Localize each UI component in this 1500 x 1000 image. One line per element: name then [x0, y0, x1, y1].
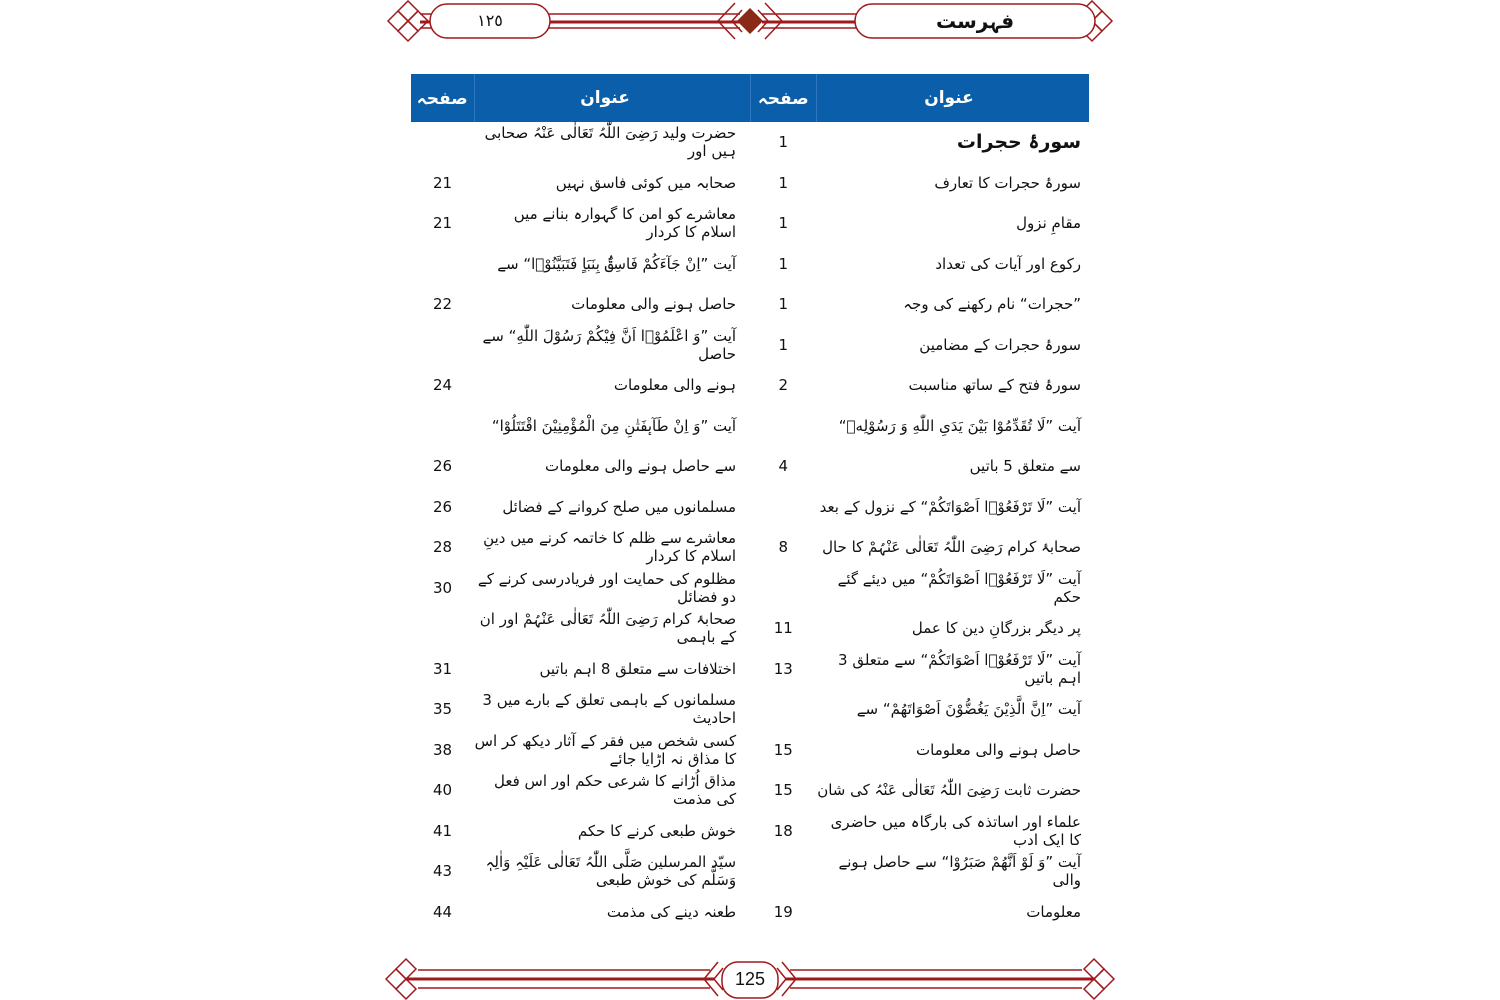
toc-row: [411, 406, 1089, 447]
toc-entry-title-right: علماء اور اساتذہ کی بارگاہ میں حاضری کا ایک ادب: [830, 812, 1081, 849]
toc-entry-page-left: 41: [432, 821, 453, 840]
toc-entry-title-right: مقامِ نزول: [1016, 214, 1081, 233]
toc-entry-title-right: معلومات: [1026, 902, 1081, 921]
toc-entry-title-left: صحابہ میں کوئی فاسق نہیں: [555, 173, 737, 192]
toc-entry-title-right: ”حجرات“ نام رکھنے کی وجہ: [903, 295, 1081, 314]
toc-entry-page-left: 31: [432, 659, 453, 678]
toc-entry-page-right: 11: [773, 619, 793, 638]
toc-entry-page-left: 26: [432, 457, 453, 476]
header-page-right: صفحہ: [750, 74, 816, 122]
toc-entry-page-left: 26: [432, 497, 453, 516]
toc-entry-page-right: [750, 487, 816, 528]
toc-entry-title-right: آیت ”لَا تَرْفَعُوْۤا اَصْوَاتَكُمْ“ کے نزول کے بعد: [819, 497, 1081, 516]
toc-entry-title-right: سورۂ حجرات کے مضامین: [919, 335, 1081, 354]
toc-body: [411, 122, 1089, 932]
toc-entry-page-left: 21: [432, 214, 453, 233]
toc-entry-page-left: [411, 325, 474, 366]
toc-row: [411, 284, 1089, 325]
toc-row: [411, 365, 1089, 406]
toc-entry-page-right: 1: [778, 335, 789, 354]
toc-entry-page-right: 15: [773, 781, 793, 800]
toc-entry-page-left: 40: [432, 781, 453, 800]
toc-entry-page-right: 1: [778, 173, 789, 192]
toc-row: [411, 244, 1089, 285]
toc-entry-title-right: آیت ”لَا تُقَدِّمُوْا بَیْنَ یَدَیِ اللّٰهِ وَ رَسُوْلِهٖ“: [838, 416, 1081, 435]
toc-row: [411, 649, 1089, 690]
toc-entry-title-left: حضرت ولید رَضِیَ اللّٰہُ تَعَالٰی عَنْہُ صحابی ہیں اور: [484, 124, 737, 161]
toc-row: [411, 203, 1089, 244]
toc-row: [411, 325, 1089, 366]
toc-entry-title-right: آیت ”اِنَّ الَّذِیْنَ یَغُضُّوْنَ اَصْوَاتَهُمْ“ سے: [856, 700, 1081, 719]
toc-table: [411, 74, 1089, 932]
toc-row: [411, 122, 1089, 163]
toc-row: [411, 689, 1089, 730]
toc-entry-page-left: 21: [432, 173, 453, 192]
toc-entry-page-right: 18: [773, 821, 793, 840]
header-title: فہرست: [935, 9, 1015, 33]
header-page-number: ١٢٥: [477, 11, 503, 30]
toc-entry-page-right: 1: [778, 295, 789, 314]
toc-entry-title-left: مسلمانوں میں صلح کروانے کے فضائل: [502, 497, 737, 516]
toc-entry-page-right: 19: [773, 902, 793, 921]
toc-entry-page-left: 43: [432, 862, 453, 881]
toc-entry-page-right: 2: [778, 376, 789, 395]
toc-entry-title-left: طعنہ دینے کی مذمت: [606, 902, 737, 921]
toc-entry-page-left: 38: [432, 740, 453, 759]
toc-entry-title-left: آیت ”اِنْ جَآءَكُمْ فَاسِقٌۢ بِنَبَاٍ فَتَبَیَّنُوْۤا“ سے: [497, 254, 737, 273]
toc-entry-page-left: 30: [432, 578, 453, 597]
toc-entry-page-left: 35: [432, 700, 453, 719]
toc-entry-page-left: [411, 608, 474, 649]
toc-entry-page-right: 1: [778, 133, 789, 152]
toc-entry-title-left: ہونے والی معلومات: [613, 376, 737, 395]
toc-entry-title-right: آیت ”وَ لَوْ اَنَّهُمْ صَبَرُوْا“ سے حاصل ہونے والی: [838, 853, 1081, 890]
toc-row: [411, 163, 1089, 204]
toc-row: [411, 527, 1089, 568]
toc-row: [411, 811, 1089, 852]
toc-entry-title-right: سے متعلق 5 باتیں: [969, 457, 1081, 476]
table-header-row: [411, 74, 1089, 122]
toc-entry-title-right: حاصل ہونے والی معلومات: [916, 740, 1081, 759]
header-title-left: عنوان: [474, 74, 750, 122]
toc-row: [411, 487, 1089, 528]
toc-entry-page-right: [750, 406, 816, 447]
toc-entry-page-left: 24: [432, 376, 453, 395]
toc-entry-title-left: آیت ”وَ اعْلَمُوْۤا اَنَّ فِیْكُمْ رَسُوْلَ اللّٰهِ“ سے حاصل: [482, 326, 737, 363]
toc-entry-page-right: [750, 568, 816, 609]
toc-entry-title-left: کسی شخص میں فقر کے آثار دیکھ کر اس کا مذاق نہ اڑایا جائے: [474, 731, 737, 768]
toc-row: [411, 851, 1089, 892]
toc-entry-title-right: صحابۂ کرام رَضِیَ اللّٰہُ تَعَالٰی عَنْہُمْ کا حال: [822, 538, 1081, 557]
toc-entry-page-left: 22: [432, 295, 453, 314]
toc-entry-title-left: صحابۂ کرام رَضِیَ اللّٰہُ تَعَالٰی عَنْہُمْ اور ان کے باہمی: [479, 610, 737, 647]
toc-entry-title-left: مسلمانوں کے باہمی تعلق کے بارے میں 3 احادیث: [482, 691, 737, 728]
toc-entry-title-left: معاشرے سے ظلم کا خاتمہ کرنے میں دینِ اسلام کا کردار: [483, 529, 737, 566]
toc-entry-title-right: سورۂ فتح کے ساتھ مناسبت: [908, 376, 1081, 395]
toc-entry-title-right: پر دیگر بزرگانِ دین کا عمل: [911, 619, 1081, 638]
toc-entry-title-left: مظلوم کی حمایت اور فریادرسی کرنے کے دو فضائل: [477, 569, 737, 606]
toc-entry-page-right: 13: [773, 659, 793, 678]
toc-entry-title-left: اختلافات سے متعلق 8 اہم باتیں: [539, 659, 737, 678]
toc-entry-page-right: [750, 689, 816, 730]
toc-row: [411, 770, 1089, 811]
toc-entry-page-right: 4: [778, 457, 789, 476]
toc-entry-title-right: سورۂ حجرات کا تعارف: [934, 173, 1081, 192]
toc-entry-page-right: 8: [778, 538, 789, 557]
toc-row: [411, 892, 1089, 933]
toc-entry-page-left: 28: [432, 538, 453, 557]
header-title-right: عنوان: [816, 74, 1089, 122]
toc-entry-title-right: آیت ”لَا تَرْفَعُوْۤا اَصْوَاتَكُمْ“ میں دیئے گئے حکم: [837, 569, 1081, 606]
toc-entry-page-left: 44: [432, 902, 453, 921]
toc-entry-title-left: سے حاصل ہونے والی معلومات: [545, 457, 737, 476]
toc-entry-page-right: 15: [773, 740, 793, 759]
toc-entry-title-left: حاصل ہونے والی معلومات: [571, 295, 737, 314]
top-ornamental-border: [0, 0, 1500, 50]
toc-entry-title-right: رکوع اور آیات کی تعداد: [935, 254, 1081, 273]
toc-entry-page-right: [750, 851, 816, 892]
footer-page-number: 125: [734, 969, 766, 989]
toc-entry-title-left: آیت ”وَ اِنْ طَآىٕفَتٰنِ مِنَ الْمُؤْمِنِیْنَ اقْتَتَلُوْا“: [491, 416, 737, 435]
toc-row: [411, 608, 1089, 649]
toc-entry-page-right: 1: [778, 214, 789, 233]
toc-entry-title-right: آیت ”لَا تَرْفَعُوْۤا اَصْوَاتَكُمْ“ سے متعلق 3 اہم باتیں: [838, 650, 1081, 687]
toc-entry-title-left: سیّد المرسلین صَلَّی اللّٰہُ تَعَالٰی عَلَیْہِ وَاٰلِہٖ وَسَلَّم کی خوش طبعی: [485, 853, 737, 890]
toc-entry-title-left: خوش طبعی کرنے کا حکم: [577, 821, 737, 840]
toc-entry-page-left: [411, 406, 474, 447]
toc-row: [411, 730, 1089, 771]
toc-entry-title-right: حضرت ثابت رَضِیَ اللّٰہُ تَعَالٰی عَنْہُ کی شان: [817, 781, 1081, 800]
toc-row: [411, 568, 1089, 609]
toc-entry-page-left: [411, 244, 474, 285]
header-page-left: صفحہ: [411, 74, 474, 122]
section-heading: سورۂ حجرات: [956, 131, 1081, 154]
toc-entry-title-left: معاشرے کو امن کا گہوارہ بنانے میں اسلام کا کردار: [513, 205, 737, 242]
toc-entry-title-left: مذاق اُڑانے کا شرعی حکم اور اس فعل کی مذمت: [494, 772, 737, 809]
toc-entry-page-right: 1: [778, 254, 789, 273]
toc-row: [411, 446, 1089, 487]
toc-entry-page-left: [411, 122, 474, 163]
